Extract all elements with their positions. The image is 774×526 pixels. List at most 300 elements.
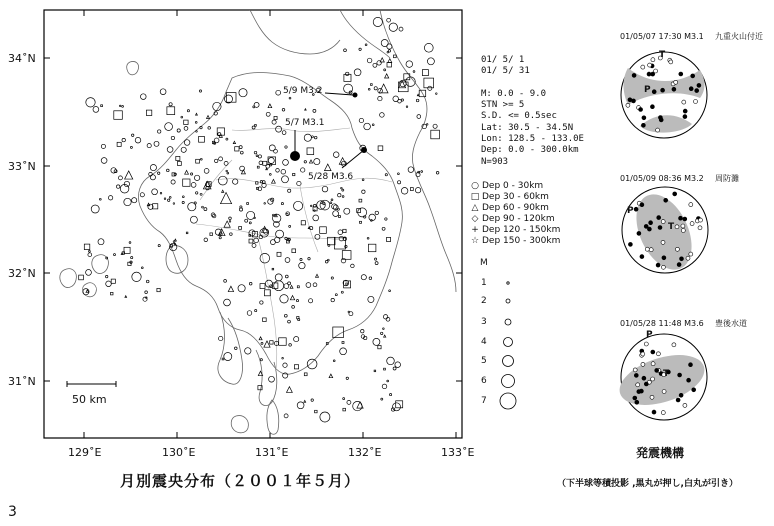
- epicenter-circle: [424, 43, 433, 52]
- dilatation-dot: [675, 247, 679, 251]
- epicenter-circle: [258, 155, 261, 158]
- epicenter-circle: [313, 215, 319, 221]
- event-5-7: [290, 151, 300, 161]
- epicenter-triangle: [220, 193, 231, 204]
- epicenter-circle: [224, 299, 231, 306]
- epicenter-square: [326, 343, 328, 345]
- epicenter-square: [272, 283, 278, 289]
- epicenter-circle: [297, 402, 304, 409]
- compression-dot: [678, 373, 682, 377]
- epicenter-square: [378, 146, 383, 151]
- epicenter-circle: [261, 342, 263, 344]
- epicenter-circle: [106, 281, 112, 287]
- epicenter-circle: [330, 202, 332, 204]
- epicenter-circle: [101, 144, 105, 148]
- epicenter-circle: [182, 201, 184, 203]
- epicenter-square: [247, 203, 249, 205]
- epicenter-symbols: [79, 17, 440, 422]
- epicenter-circle: [289, 344, 292, 347]
- epicenter-circle: [154, 141, 159, 146]
- square-icon: □: [470, 192, 480, 202]
- epicenter-square: [343, 408, 346, 411]
- compression-dot: [679, 72, 683, 76]
- epicenter-circle: [380, 113, 385, 118]
- epicenter-triangle: [304, 400, 306, 402]
- epicenter-circle: [301, 168, 305, 172]
- mechanism-2-region: 周防灘: [715, 174, 739, 183]
- epicenter-circle: [362, 179, 364, 181]
- dilatation-dot: [698, 226, 702, 230]
- epicenter-square: [235, 147, 239, 151]
- epicenter-circle: [129, 242, 131, 244]
- epicenter-circle: [131, 257, 133, 259]
- epicenter-circle: [282, 357, 284, 359]
- epicenter-circle: [408, 167, 414, 173]
- epicenter-circle: [202, 206, 204, 208]
- epicenter-circle: [416, 99, 419, 102]
- epicenter-circle: [348, 311, 350, 313]
- epicenter-circle: [361, 330, 364, 333]
- epicenter-square: [344, 281, 351, 288]
- epicenter-circle: [288, 238, 290, 240]
- epicenter-circle: [288, 189, 291, 192]
- scale-bar: [67, 381, 116, 387]
- dilatation-dot: [699, 218, 703, 222]
- epicenter-circle: [171, 136, 174, 139]
- epicenter-circle: [335, 294, 337, 296]
- epicenter-circle: [322, 186, 328, 192]
- epicenter-circle: [99, 198, 101, 200]
- epicenter-circle: [191, 173, 193, 175]
- epicenter-circle: [260, 253, 270, 263]
- epicenter-square: [301, 221, 305, 225]
- epicenter-circle: [173, 203, 175, 205]
- epicenter-square: [226, 93, 236, 103]
- epicenter-square: [111, 292, 114, 295]
- epicenter-circle: [296, 300, 298, 302]
- epicenter-circle: [375, 262, 378, 265]
- epicenter-circle: [275, 274, 282, 281]
- epicenter-square: [359, 199, 362, 202]
- epicenter-triangle: [264, 341, 270, 347]
- compression-dot: [683, 115, 687, 119]
- epicenter-circle: [224, 161, 228, 165]
- epicenter-square: [387, 63, 392, 68]
- epicenter-circle: [388, 50, 390, 52]
- epicenter-circle: [182, 196, 184, 198]
- compression-dot: [628, 98, 632, 102]
- epicenter-circle: [344, 49, 347, 52]
- compression-dot: [664, 198, 668, 202]
- epicenter-triangle: [290, 295, 294, 299]
- mechanism-3-datetime: 01/05/28 11:48 M3.6: [620, 319, 704, 328]
- epicenter-circle: [320, 412, 330, 422]
- star-icon: ☆: [470, 236, 480, 246]
- lon-label-133: 133˚E: [441, 446, 475, 459]
- magnitude-legend-label: 4: [481, 337, 487, 347]
- depth-legend-row: [468, 192, 549, 203]
- epicenter-circle: [219, 157, 223, 161]
- epicenter-circle: [284, 314, 287, 317]
- epicenter-circle: [269, 376, 275, 382]
- epicenter-circle: [285, 275, 288, 278]
- compression-dot: [637, 231, 641, 235]
- epicenter-circle: [367, 58, 372, 63]
- epicenter-circle: [268, 158, 274, 164]
- epicenter-circle: [230, 233, 233, 236]
- compression-dot: [634, 207, 638, 211]
- epicenter-circle: [239, 208, 242, 211]
- epicenter-square: [342, 342, 344, 344]
- magnitude-legend-title: M: [480, 258, 488, 268]
- epicenter-circle: [91, 205, 99, 213]
- epicenter-circle: [285, 258, 290, 263]
- epicenter-square: [277, 252, 281, 256]
- epicenter-circle: [165, 123, 173, 131]
- compression-dot: [637, 390, 641, 394]
- epicenter-square: [176, 156, 180, 160]
- depth-legend-row: [468, 225, 560, 236]
- epicenter-circle: [289, 97, 291, 99]
- epicenter-circle: [375, 258, 377, 260]
- compression-dot: [672, 87, 676, 91]
- epicenter-square: [304, 373, 307, 376]
- epicenter-triangle: [206, 115, 209, 118]
- compression-dot: [657, 216, 661, 220]
- epicenter-circle: [169, 103, 172, 106]
- scale-bar-label: 50 km: [72, 393, 107, 406]
- epicenter-circle: [239, 146, 242, 149]
- epicenter-circle: [331, 199, 333, 201]
- epicenter-circle: [378, 96, 382, 100]
- epicenter-circle: [122, 138, 125, 141]
- epicenter-circle: [184, 140, 190, 146]
- epicenter-circle: [119, 105, 121, 107]
- epicenter-circle: [401, 188, 408, 195]
- epicenter-circle: [194, 202, 196, 204]
- epicenter-circle: [361, 275, 366, 280]
- epicenter-circle: [147, 144, 151, 148]
- epicenter-circle: [132, 272, 141, 281]
- epicenter-triangle: [384, 335, 386, 337]
- info-line: S.D. <= 0.5sec: [481, 111, 557, 122]
- epicenter-circle: [436, 93, 438, 95]
- compression-dot: [697, 83, 701, 87]
- epicenter-circle: [381, 40, 388, 47]
- epicenter-circle: [354, 69, 361, 76]
- epicenter-circle: [300, 258, 302, 260]
- epicenter-circle: [308, 258, 310, 260]
- epicenter-circle: [433, 124, 437, 128]
- epicenter-circle: [346, 72, 349, 75]
- epicenter-circle: [393, 96, 399, 102]
- epicenter-circle: [309, 299, 313, 303]
- epicenter-circle: [158, 245, 160, 247]
- epicenter-circle: [333, 152, 339, 158]
- epicenter-square: [307, 148, 314, 155]
- epicenter-square: [320, 227, 327, 234]
- dilatation-dot: [650, 395, 654, 399]
- epicenter-circle: [215, 159, 218, 162]
- epicenter-circle: [383, 315, 387, 319]
- info-line: N=903: [481, 156, 509, 167]
- epicenter-circle: [173, 241, 175, 243]
- mechanism-1-t-axis: T: [659, 50, 666, 60]
- epicenter-circle: [338, 215, 340, 217]
- epicenter-circle: [297, 181, 301, 185]
- dilatation-dot: [690, 222, 694, 226]
- epicenter-circle: [341, 187, 343, 189]
- epicenter-triangle: [233, 141, 235, 143]
- epicenter-square: [431, 130, 440, 139]
- depth-legend-label: Dep 90 - 120km: [482, 214, 555, 224]
- epicenter-circle: [196, 131, 198, 133]
- epicenter-square: [167, 107, 175, 115]
- epicenter-square: [418, 171, 420, 173]
- lon-label-129: 129˚E: [68, 446, 102, 459]
- epicenter-circle: [274, 281, 284, 291]
- mechanism-1-p-axis: P: [644, 85, 651, 95]
- epicenter-circle: [218, 176, 227, 185]
- epicenter-circle: [266, 112, 270, 116]
- epicenter-circle: [289, 225, 291, 227]
- epicenter-triangle: [290, 285, 293, 288]
- circle-icon: ○: [471, 181, 479, 191]
- compression-dot: [651, 350, 655, 354]
- dilatation-dot: [661, 265, 665, 269]
- compression-dot: [687, 378, 691, 382]
- compression-dot: [691, 74, 695, 78]
- epicenter-square: [279, 338, 287, 346]
- epicenter-circle: [383, 328, 385, 330]
- epicenter-circle: [215, 229, 221, 235]
- epicenter-square: [368, 244, 376, 252]
- epicenter-circle: [187, 110, 189, 112]
- epicenter-square: [378, 346, 381, 349]
- epicenter-circle: [150, 165, 156, 171]
- epicenter-circle: [393, 367, 396, 370]
- epicenter-circle: [264, 203, 266, 205]
- epicenter-circle: [342, 196, 344, 198]
- magnitude-legend-label: 7: [481, 396, 487, 406]
- epicenter-circle: [292, 306, 295, 309]
- epicenter-triangle: [388, 59, 392, 63]
- magnitude-legend-label: 2: [481, 296, 487, 306]
- epicenter-circle: [362, 190, 365, 193]
- epicenter-circle: [167, 169, 170, 172]
- epicenter-circle: [208, 127, 211, 130]
- epicenter-circle: [130, 146, 132, 148]
- dilatation-dot: [662, 390, 666, 394]
- epicenter-circle: [281, 203, 283, 205]
- epicenter-square: [184, 120, 188, 124]
- epicenter-circle: [294, 337, 299, 342]
- dilatation-dot: [675, 225, 679, 229]
- epicenter-square: [272, 268, 274, 270]
- compression-dot: [677, 263, 681, 267]
- mechanism-1-region: 九重火山付近: [715, 32, 763, 41]
- epicenter-circle: [399, 27, 403, 31]
- epicenter-circle: [436, 172, 439, 175]
- epicenter-circle: [200, 158, 202, 160]
- epicenter-square: [263, 318, 267, 322]
- epicenter-circle: [108, 196, 112, 200]
- mechanism-3-p-axis: P: [646, 330, 653, 340]
- compression-dot: [633, 396, 637, 400]
- epicenter-circle: [284, 414, 288, 418]
- event-label-5-9: 5/9 M3.2: [283, 86, 323, 96]
- epicenter-square: [146, 110, 151, 115]
- epicenter-square: [371, 84, 373, 86]
- epicenter-circle: [426, 124, 428, 126]
- epicenter-circle: [160, 89, 166, 95]
- dilatation-dot: [636, 383, 640, 387]
- epicenter-square: [374, 370, 376, 372]
- epicenter-square: [384, 368, 386, 370]
- epicenter-circle: [124, 198, 131, 205]
- epicenter-circle: [195, 122, 197, 124]
- epicenter-circle: [359, 118, 363, 122]
- epicenter-circle: [247, 311, 252, 316]
- epicenter-circle: [124, 181, 129, 186]
- compression-dot: [683, 217, 687, 221]
- epicenter-triangle: [272, 179, 276, 183]
- epicenter-circle: [98, 239, 104, 245]
- epicenter-triangle: [125, 171, 133, 179]
- epicenter-circle: [88, 253, 92, 257]
- epicenter-square: [297, 317, 299, 319]
- epicenter-circle: [294, 201, 303, 210]
- plus-icon: +: [471, 225, 479, 235]
- epicenter-square: [274, 116, 277, 119]
- compression-dot: [655, 368, 659, 372]
- epicenter-circle: [194, 175, 199, 180]
- epicenter-square: [128, 262, 131, 265]
- epicenter-circle: [249, 222, 251, 224]
- mechanism-2-t-axis: T: [668, 222, 675, 232]
- compression-dot: [640, 203, 644, 207]
- epicenter-circle: [299, 262, 305, 268]
- epicenter-circle: [141, 94, 147, 100]
- epicenter-circle: [401, 99, 403, 101]
- compression-dot: [689, 363, 693, 367]
- epicenter-triangle: [228, 286, 233, 291]
- mechanism-2-p-axis: P: [627, 206, 634, 216]
- epicenter-triangle: [339, 158, 346, 165]
- epicenter-circle: [311, 399, 313, 401]
- epicenter-square: [346, 283, 348, 285]
- epicenter-circle: [280, 295, 288, 303]
- epicenter-square: [177, 162, 181, 166]
- epicenter-triangle: [417, 94, 419, 96]
- epicenter-circle: [381, 332, 383, 334]
- compression-dot: [679, 216, 683, 220]
- epicenter-square: [186, 232, 188, 234]
- epicenter-circle: [387, 18, 391, 22]
- depth-legend-row: [468, 214, 555, 225]
- epicenter-circle: [190, 216, 197, 223]
- compression-dot: [695, 89, 699, 93]
- epicenter-circle: [365, 44, 367, 46]
- epicenter-triangle: [259, 337, 262, 340]
- epicenter-circle: [164, 198, 166, 200]
- epicenter-circle: [260, 359, 262, 361]
- compression-dot: [658, 226, 662, 230]
- dilatation-dot: [641, 65, 645, 69]
- epicenter-circle: [377, 61, 381, 65]
- epicenter-square: [79, 275, 84, 280]
- epicenter-circle: [255, 310, 257, 312]
- epicenter-circle: [111, 168, 116, 173]
- compression-dot: [652, 410, 656, 414]
- event-5-28: [361, 147, 367, 153]
- compression-dot: [635, 400, 639, 404]
- epicenter-square: [111, 279, 115, 283]
- compression-dot: [662, 256, 666, 260]
- epicenter-circle: [288, 320, 291, 323]
- compression-dot: [632, 73, 636, 77]
- epicenter-circle: [395, 362, 401, 368]
- epicenter-circle: [373, 17, 382, 26]
- epicenter-square: [249, 239, 253, 243]
- epicenter-circle: [169, 197, 171, 199]
- magnitude-legend-label: 3: [481, 317, 487, 327]
- epicenter-circle: [307, 359, 317, 369]
- epicenter-square: [387, 237, 391, 241]
- epicenter-square: [293, 173, 295, 175]
- dilatation-dot: [641, 352, 645, 356]
- epicenter-circle: [260, 301, 263, 304]
- epicenter-circle: [282, 176, 289, 183]
- epicenter-square: [114, 111, 123, 120]
- epicenter-circle: [382, 227, 385, 230]
- epicenter-circle: [259, 161, 263, 165]
- magnitude-legend-label: 6: [481, 376, 487, 386]
- epicenter-circle: [306, 283, 311, 288]
- dilatation-dot: [689, 203, 693, 207]
- epicenter-circle: [398, 173, 400, 175]
- epicenter-circle: [415, 188, 420, 193]
- epicenter-circle: [313, 283, 317, 287]
- compression-dot: [640, 255, 644, 259]
- compression-dot: [650, 105, 654, 109]
- info-line: Lat: 30.5 - 34.5N: [481, 122, 574, 133]
- dilatation-dot: [681, 224, 685, 228]
- depth-legend-label: Dep 120 - 150km: [482, 225, 561, 235]
- epicenter-circle: [381, 398, 383, 400]
- epicenter-circle: [146, 280, 149, 283]
- epicenter-circle: [229, 221, 231, 223]
- dilatation-dot: [661, 411, 665, 415]
- epicenter-circle: [368, 88, 370, 90]
- dilatation-dot: [651, 377, 655, 381]
- epicenter-circle: [331, 277, 333, 279]
- epicenter-triangle: [315, 274, 318, 277]
- info-line: [481, 78, 584, 89]
- epicenter-circle: [86, 98, 95, 107]
- epicenter-triangle: [329, 374, 333, 378]
- dilatation-dot: [644, 342, 648, 346]
- compression-dot: [679, 393, 683, 397]
- epicenter-circle: [385, 218, 387, 220]
- mechanism-3-t-axis: T: [663, 369, 670, 379]
- compression-dot: [628, 242, 632, 246]
- dilatation-dot: [672, 343, 676, 347]
- epicenter-square: [297, 286, 299, 288]
- epicenter-circle: [254, 151, 257, 154]
- dilatation-dot: [648, 63, 652, 67]
- epicenter-circle: [304, 134, 311, 141]
